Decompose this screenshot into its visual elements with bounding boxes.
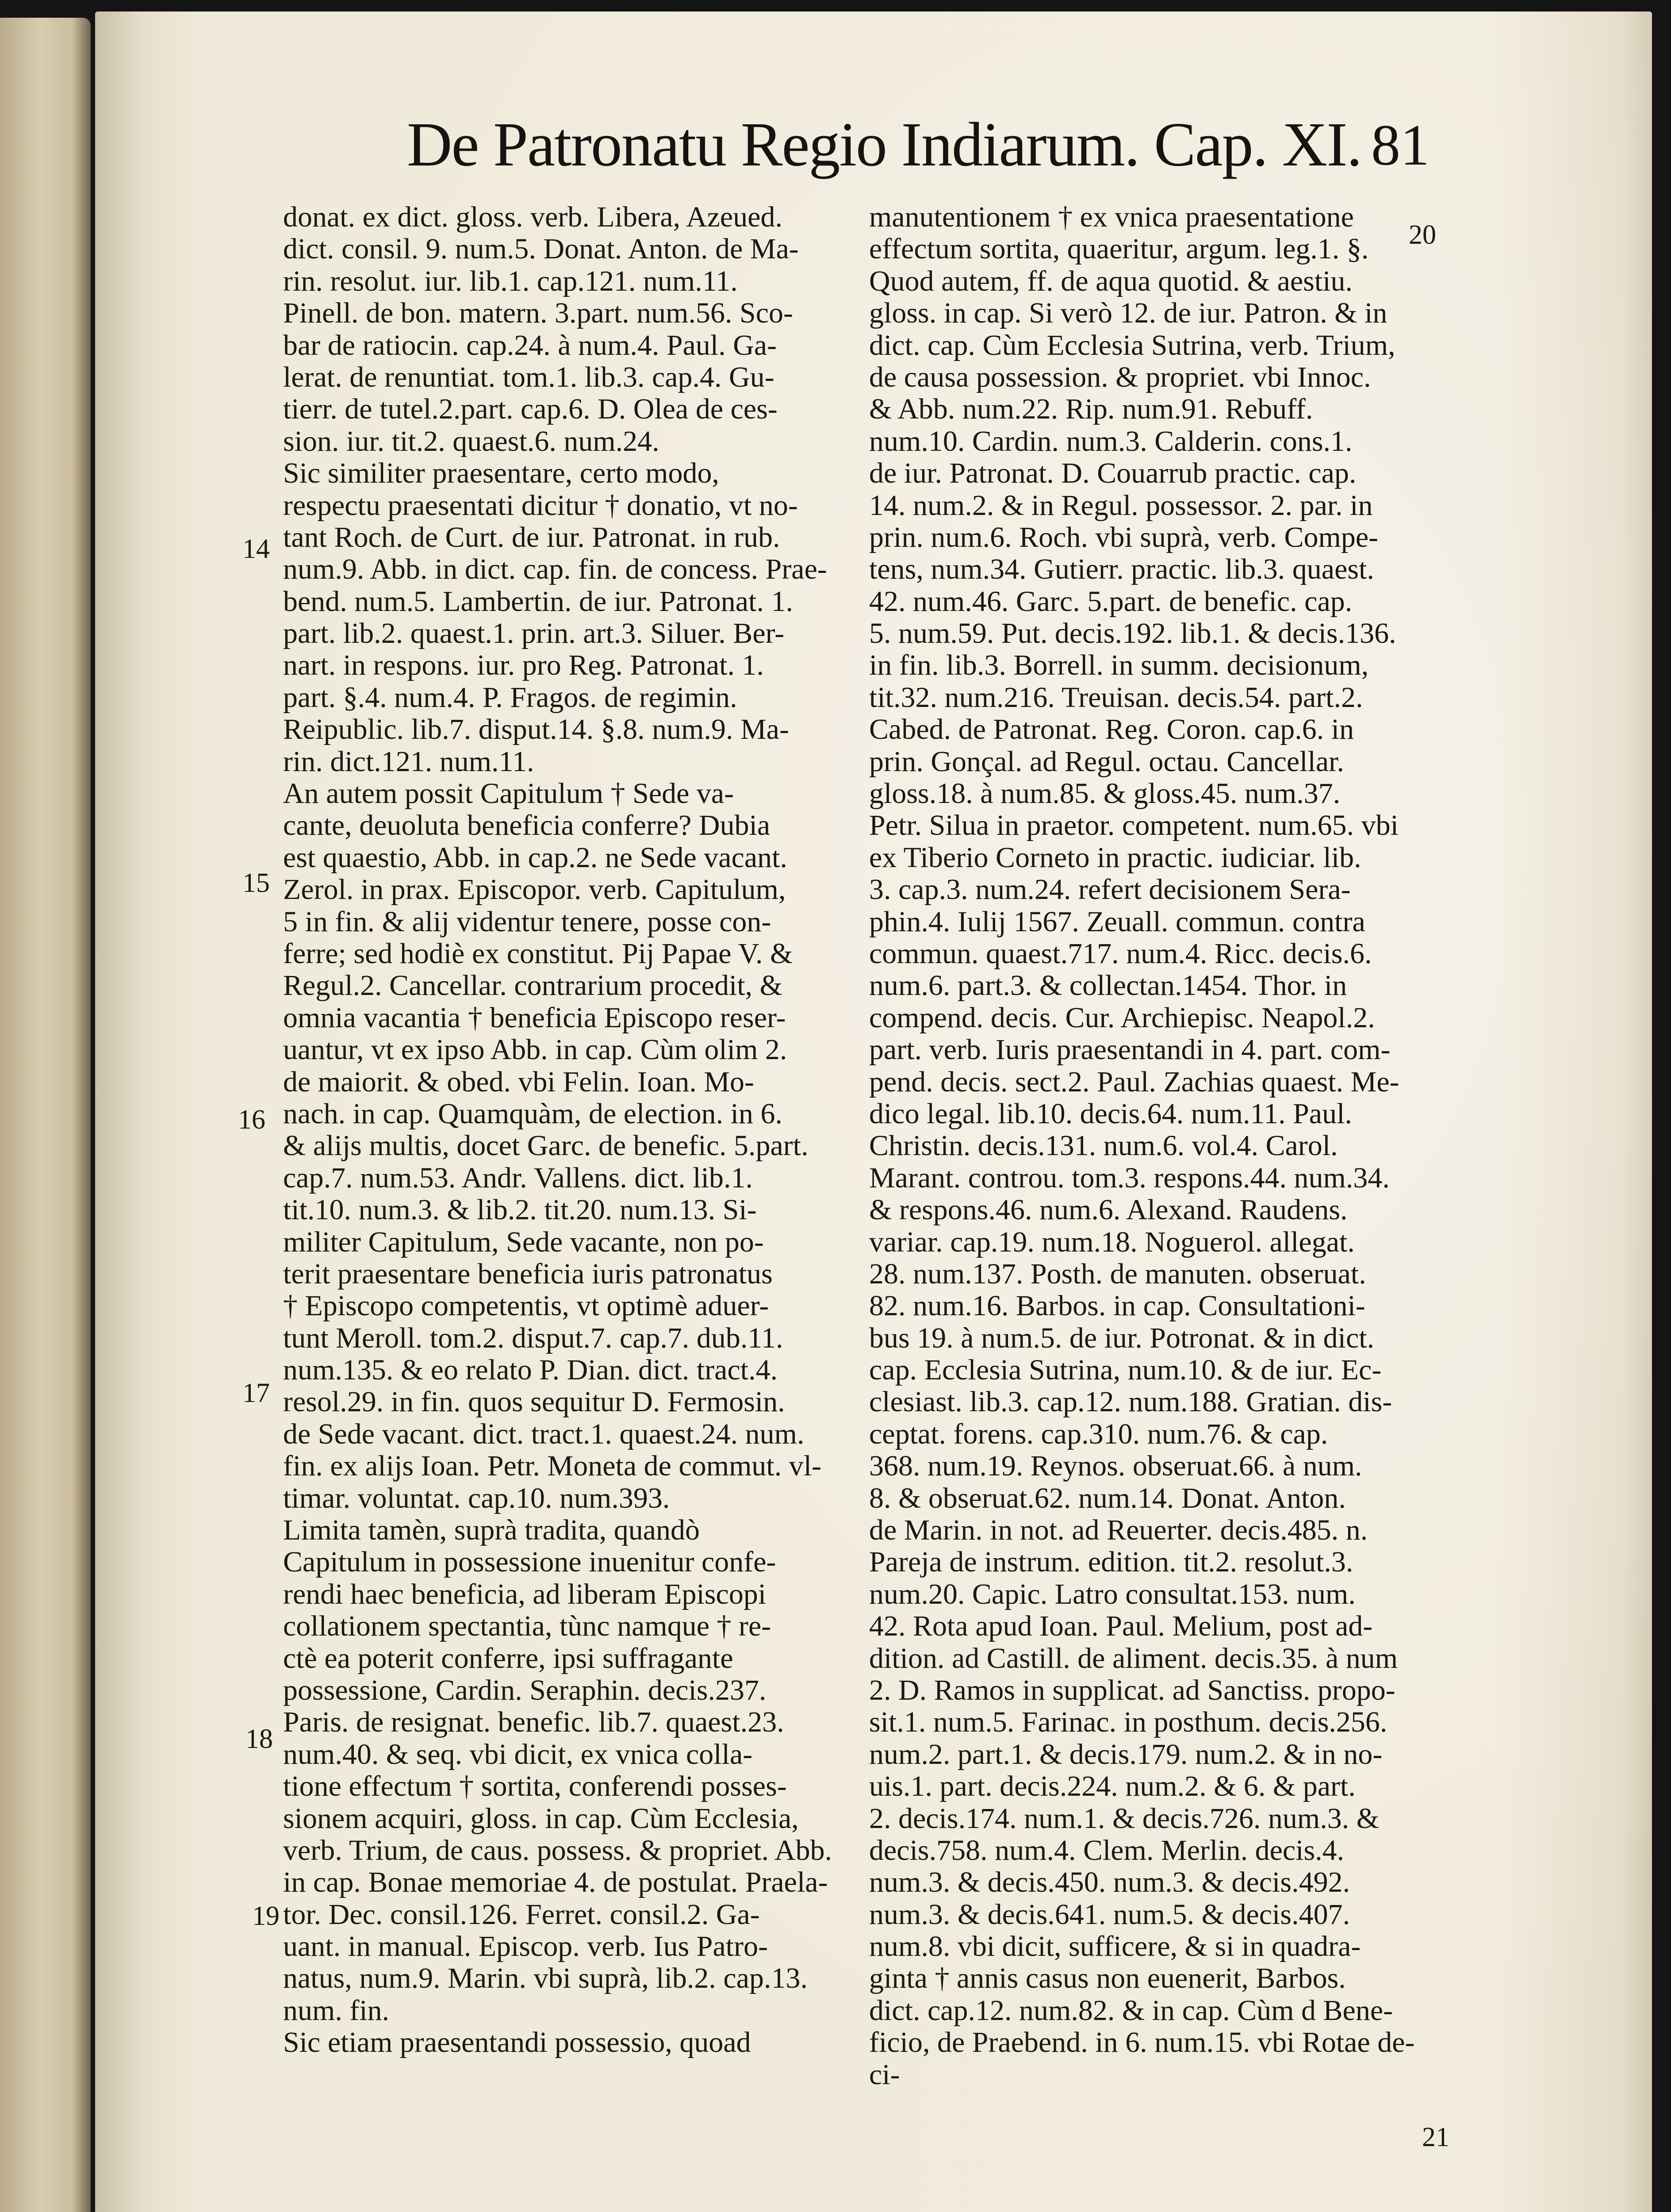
margin-number: 16 (238, 1105, 265, 1135)
text-line: Reipublic. lib.7. disput.14. §.8. num.9. Ma- (283, 714, 789, 746)
text-line: terit praesentare beneficia iuris patronatus (283, 1258, 773, 1290)
text-line: resol.29. in fin. quos sequitur D. Fermosin. (283, 1386, 785, 1418)
text-line: num.40. & seq. vbi dicit, ex vnica colla- (283, 1738, 753, 1770)
text-line: 14. num.2. & in Regul. possessor. 2. par. in (869, 489, 1373, 522)
text-line: tierr. de tutel.2.part. cap.6. D. Olea de ces- (283, 393, 778, 426)
text-line: sion. iur. tit.2. quaest.6. num.24. (283, 425, 659, 457)
text-line: tit.32. num.216. Treuisan. decis.54. part.2. (869, 681, 1363, 714)
margin-number: 18 (245, 1724, 273, 1754)
text-line: de iur. Patronat. D. Couarrub practic. cap. (869, 457, 1357, 490)
text-line: de causa possession. & propriet. vbi Innoc. (869, 361, 1371, 393)
text-line: respectu praesentati dicitur † donatio, vt no- (283, 489, 798, 522)
text-line: Marant. controu. tom.3. respons.44. num.34. (869, 1162, 1390, 1194)
text-line: & alijs multis, docet Garc. de benefic. 5.part. (283, 1130, 809, 1162)
text-line: de Sede vacant. dict. tract.1. quaest.24. num. (283, 1418, 805, 1450)
text-line: tione effectum † sortita, conferendi posses- (283, 1770, 787, 1803)
text-line: dition. ad Castill. de aliment. decis.35. à num (869, 1642, 1398, 1674)
text-line: prin. num.6. Roch. vbi suprà, verb. Compe- (869, 521, 1379, 553)
text-line: num.20. Capic. Latro consultat.153. num. (869, 1578, 1356, 1610)
text-line: dict. cap.12. num.82. & in cap. Cùm d Bene- (869, 1994, 1393, 2027)
text-line: num.2. part.1. & decis.179. num.2. & in no- (869, 1738, 1383, 1770)
text-line: part. lib.2. quaest.1. prin. art.3. Siluer. Ber- (283, 618, 785, 650)
text-line: num.6. part.3. & collectan.1454. Thor. in (869, 970, 1347, 1002)
text-line: tor. Dec. consil.126. Ferret. consil.2. Ga- (283, 1898, 760, 1931)
text-line: dico legal. lib.10. decis.64. num.11. Paul. (869, 1098, 1352, 1130)
text-line: & respons.46. num.6. Alexand. Raudens. (869, 1194, 1348, 1226)
text-line: phin.4. Iulij 1567. Zeuall. commun. contra (869, 906, 1365, 938)
left-text-column (283, 201, 836, 2059)
text-line: 368. num.19. Reynos. obseruat.66. à num. (869, 1450, 1362, 1482)
text-line: num.9. Abb. in dict. cap. fin. de concess. Prae- (283, 553, 827, 586)
text-line: 2. decis.174. num.1. & decis.726. num.3. & (869, 1802, 1380, 1835)
margin-number: 14 (242, 534, 270, 564)
text-line: fin. ex alijs Ioan. Petr. Moneta de commut. vl- (283, 1450, 822, 1482)
text-line: Paris. de resignat. benefic. lib.7. quaest.23. (283, 1706, 784, 1739)
text-line: militer Capitulum, Sede vacante, non po- (283, 1226, 764, 1258)
text-line: prin. Gonçal. ad Regul. octau. Cancellar. (869, 745, 1344, 778)
margin-number: 19 (252, 1901, 280, 1931)
text-line: tit.10. num.3. & lib.2. tit.20. num.13. Si- (283, 1194, 757, 1226)
text-line: num.135. & eo relato P. Dian. dict. tract.4. (283, 1354, 778, 1386)
text-line: num. fin. (283, 1994, 390, 2027)
text-line: ferre; sed hodiè ex constitut. Pij Papae V. & (283, 937, 793, 970)
margin-number: 15 (242, 868, 270, 898)
text-line: uantur, vt ex ipso Abb. in cap. Cùm olim 2. (283, 1034, 787, 1066)
text-line: Christin. decis.131. num.6. vol.4. Carol. (869, 1130, 1338, 1162)
text-line: variar. cap.19. num.18. Noguerol. allegat. (869, 1226, 1355, 1258)
text-line: donat. ex dict. gloss. verb. Libera, Azeued. (283, 201, 782, 233)
text-line: ficio, de Praebend. in 6. num.15. vbi Rotae de- (869, 2027, 1415, 2059)
text-line: natus, num.9. Marin. vbi suprà, lib.2. cap.13. (283, 1962, 808, 1995)
margin-number: 20 (1409, 220, 1436, 250)
text-line: num.10. Cardin. num.3. Calderin. cons.1. (869, 425, 1353, 457)
text-line: effectum sortita, quaeritur, argum. leg.1. §. (869, 233, 1369, 265)
text-line: verb. Trium, de caus. possess. & propriet. Abb. (283, 1834, 832, 1866)
text-line: compend. decis. Cur. Archiepisc. Neapol.2. (869, 1002, 1375, 1034)
text-line: in cap. Bonae memoriae 4. de postulat. Praela- (283, 1866, 828, 1899)
text-line: ctè ea poterit conferre, ipsi suffragante (283, 1642, 733, 1674)
text-line: collationem spectantia, tùnc namque † re- (283, 1610, 771, 1643)
text-line: ginta † annis casus non euenerit, Barbos. (869, 1962, 1346, 1995)
text-line: 82. num.16. Barbos. in cap. Consultationi- (869, 1290, 1365, 1322)
text-line: bar de ratiocin. cap.24. à num.4. Paul. Ga- (283, 329, 777, 361)
text-line: ex Tiberio Corneto in practic. iudiciar. lib. (869, 841, 1361, 874)
text-line: decis.758. num.4. Clem. Merlin. decis.4. (869, 1834, 1345, 1866)
text-line: Sic etiam praesentandi possessio, quoad (283, 2027, 751, 2059)
text-line: cap. Ecclesia Sutrina, num.10. & de iur. Ec- (869, 1354, 1382, 1386)
text-line: clesiast. lib.3. cap.12. num.188. Gratian. dis- (869, 1386, 1392, 1418)
text-line: in fin. lib.3. Borrell. in summ. decisionum, (869, 649, 1369, 682)
text-line: An autem possit Capitulum † Sede va- (283, 778, 734, 810)
margin-number: 17 (242, 1378, 270, 1408)
text-line: Pareja de instrum. edition. tit.2. resolut.3. (869, 1546, 1353, 1578)
text-line: commun. quaest.717. num.4. Ricc. decis.6. (869, 937, 1372, 970)
text-line: Pinell. de bon. matern. 3.part. num.56. Sco- (283, 297, 793, 330)
text-line: 42. Rota apud Ioan. Paul. Melium, post ad- (869, 1610, 1373, 1643)
text-line: rendi haec beneficia, ad liberam Episcopi (283, 1578, 767, 1610)
text-line: sionem acquiri, gloss. in cap. Cùm Ecclesia, (283, 1802, 799, 1835)
text-line: timar. voluntat. cap.10. num.393. (283, 1482, 670, 1514)
text-line: ceptat. forens. cap.310. num.76. & cap. (869, 1418, 1328, 1450)
text-line: pend. decis. sect.2. Paul. Zachias quaest. Me- (869, 1066, 1399, 1098)
text-line: dict. consil. 9. num.5. Donat. Anton. de Ma- (283, 233, 799, 265)
text-line: Limita tamèn, suprà tradita, quandò (283, 1514, 700, 1547)
text-line: gloss.18. à num.85. & gloss.45. num.37. (869, 778, 1341, 810)
text-line: 42. num.46. Garc. 5.part. de benefic. cap. (869, 585, 1353, 618)
text-line: de maiorit. & obed. vbi Felin. Ioan. Mo- (283, 1066, 754, 1098)
margin-number: 21 (1422, 2122, 1449, 2152)
text-line: Sic similiter praesentare, certo modo, (283, 457, 720, 490)
text-line: 3. cap.3. num.24. refert decisionem Sera- (869, 874, 1351, 906)
text-line: ci- (869, 2058, 900, 2091)
text-line: omnia vacantia † beneficia Episcopo reser- (283, 1002, 786, 1034)
text-line: cante, deuoluta beneficia conferre? Dubia (283, 810, 770, 842)
text-line: tunt Meroll. tom.2. disput.7. cap.7. dub.11. (283, 1322, 783, 1354)
previous-page-edge (0, 18, 91, 2212)
text-line: tant Roch. de Curt. de iur. Patronat. in rub. (283, 521, 780, 553)
text-line: Quod autem, ff. de aqua quotid. & aestiu. (869, 265, 1353, 297)
page-number: 81 (1371, 112, 1430, 177)
text-line: rin. dict.121. num.11. (283, 745, 534, 778)
text-line: sit.1. num.5. Farinac. in posthum. decis.256. (869, 1706, 1387, 1739)
text-line: & Abb. num.22. Rip. num.91. Rebuff. (869, 393, 1313, 426)
text-line: 5 in fin. & alij videntur tenere, posse con- (283, 906, 771, 938)
right-text-column (869, 201, 1422, 2091)
text-line: gloss. in cap. Si verò 12. de iur. Patron. & in (869, 297, 1387, 330)
text-line: part. §.4. num.4. P. Fragos. de regimin. (283, 681, 737, 714)
text-line: de Marin. in not. ad Reuerter. decis.485. n. (869, 1514, 1368, 1547)
text-line: part. verb. Iuris praesentandi in 4. part. com- (869, 1034, 1391, 1066)
text-line: manutentionem † ex vnica praesentatione (869, 201, 1354, 233)
running-head: De Patronatu Regio Indiarum. Cap. XI. (407, 109, 1362, 179)
text-line: 5. num.59. Put. decis.192. lib.1. & decis.136. (869, 618, 1396, 650)
text-line: cap.7. num.53. Andr. Vallens. dict. lib.1. (283, 1162, 753, 1194)
text-line: num.3. & decis.641. num.5. & decis.407. (869, 1898, 1350, 1931)
text-line: lerat. de renuntiat. tom.1. lib.3. cap.4. Gu- (283, 361, 774, 393)
text-line: 28. num.137. Posth. de manuten. obseruat. (869, 1258, 1366, 1290)
text-line: possessione, Cardin. Seraphin. decis.237. (283, 1674, 767, 1706)
text-line: dict. cap. Cùm Ecclesia Sutrina, verb. Trium, (869, 329, 1395, 361)
text-line: Petr. Silua in praetor. competent. num.65. vbi (869, 810, 1399, 842)
text-line: nart. in respons. iur. pro Reg. Patronat. 1. (283, 649, 764, 682)
text-line: 2. D. Ramos in supplicat. ad Sanctiss. propo- (869, 1674, 1395, 1706)
text-line: uant. in manual. Episcop. verb. Ius Patro- (283, 1931, 768, 1963)
text-line: uis.1. part. decis.224. num.2. & 6. & part. (869, 1770, 1356, 1803)
text-line: Capitulum in possessione inuenitur confe- (283, 1546, 776, 1578)
text-line: Zerol. in prax. Episcopor. verb. Capitulum, (283, 874, 786, 906)
text-line: rin. resolut. iur. lib.1. cap.121. num.11. (283, 265, 738, 297)
text-line: nach. in cap. Quamquàm, de election. in 6. (283, 1098, 782, 1130)
text-line: tens, num.34. Gutierr. practic. lib.3. quaest. (869, 553, 1374, 586)
text-line: bend. num.5. Lambertin. de iur. Patronat. 1. (283, 585, 793, 618)
text-line: Regul.2. Cancellar. contrarium procedit, & (283, 970, 782, 1002)
text-line: est quaestio, Abb. in cap.2. ne Sede vacant. (283, 841, 788, 874)
text-line: 8. & obseruat.62. num.14. Donat. Anton. (869, 1482, 1346, 1514)
text-line: † Episcopo competentis, vt optimè aduer- (283, 1290, 769, 1322)
text-line: Cabed. de Patronat. Reg. Coron. cap.6. in (869, 714, 1354, 746)
text-line: num.3. & decis.450. num.3. & decis.492. (869, 1866, 1350, 1899)
text-line: num.8. vbi dicit, sufficere, & si in quadra- (869, 1931, 1361, 1963)
text-line: bus 19. à num.5. de iur. Potronat. & in dict. (869, 1322, 1375, 1354)
